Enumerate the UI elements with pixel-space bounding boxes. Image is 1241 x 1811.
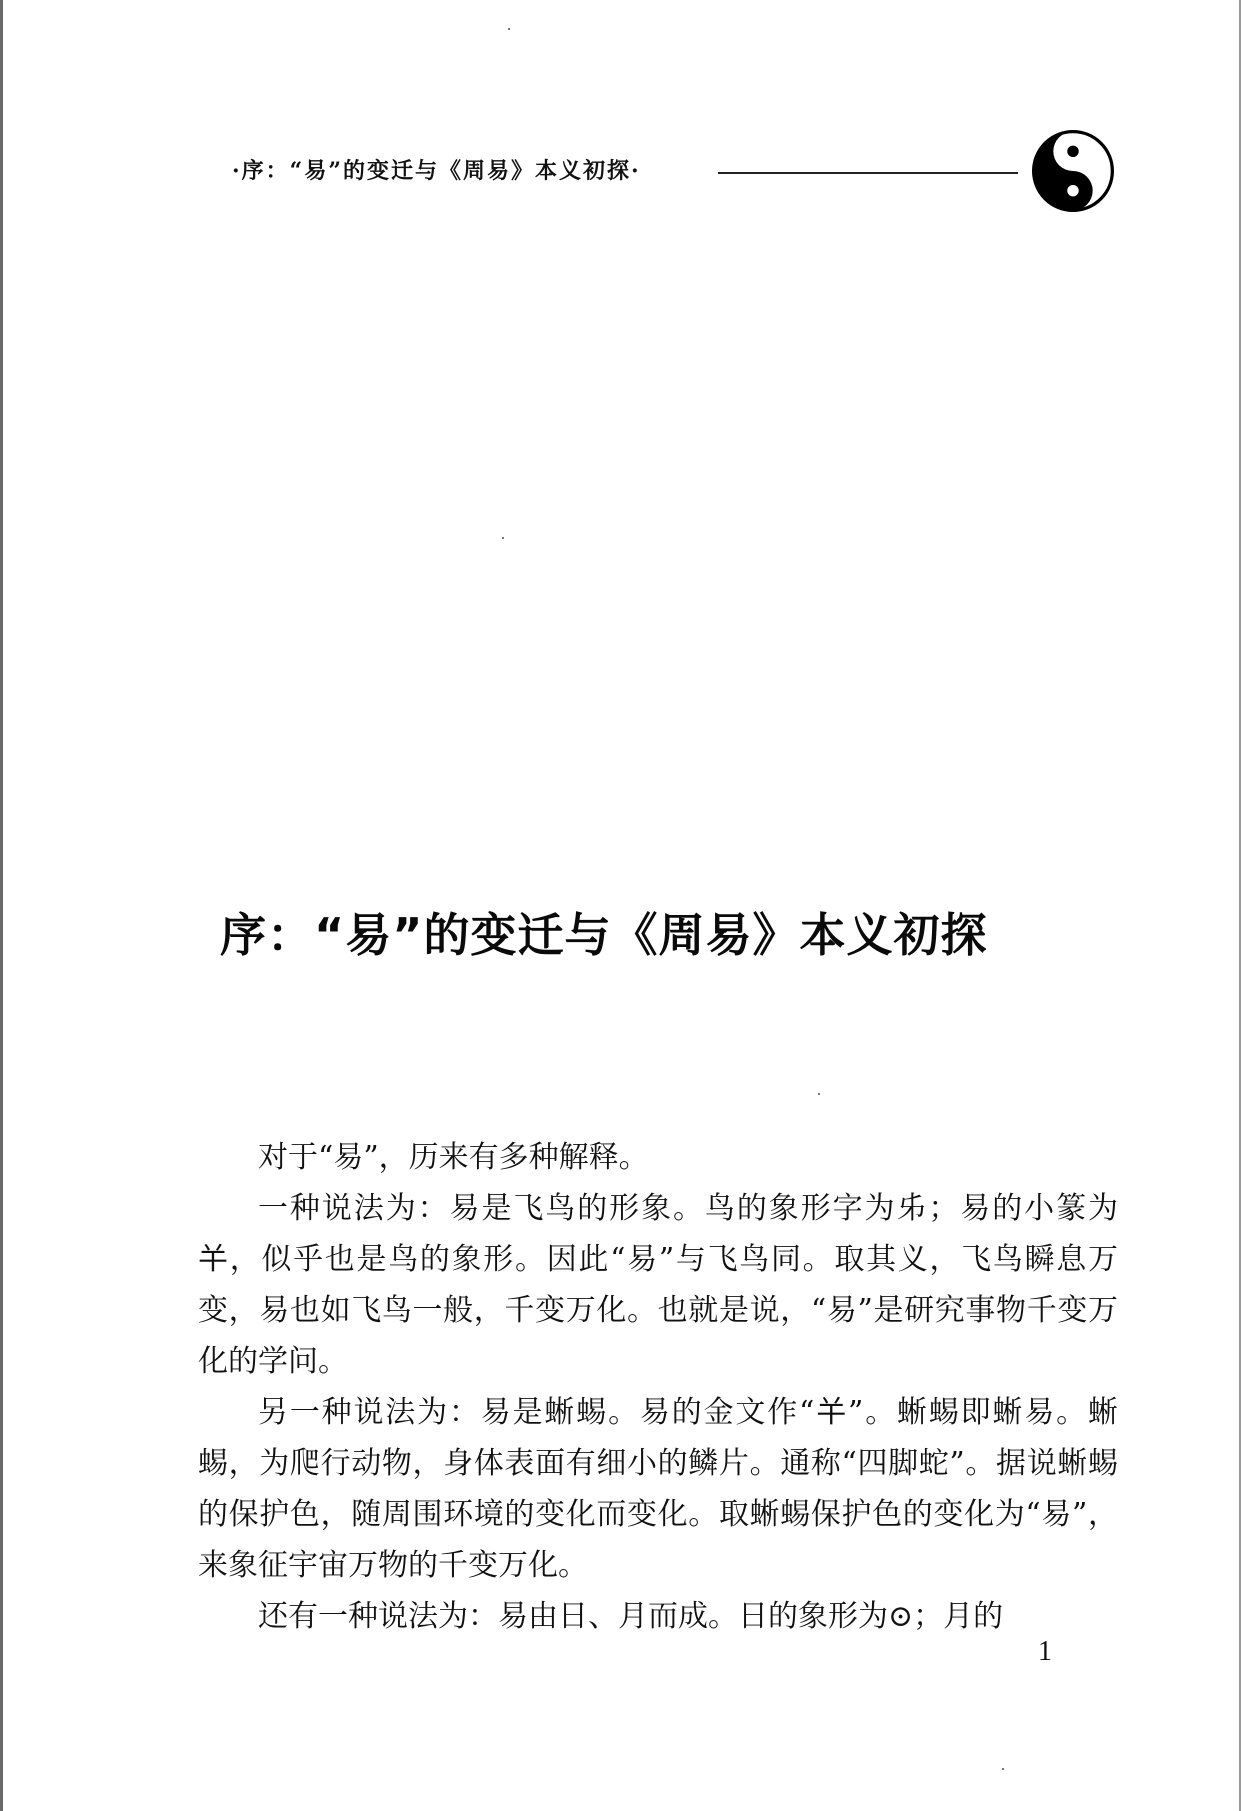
paragraph: 另一种说法为：易是蜥蜴。易的金文作“𢆉”。蜥蜴即蜥易。蜥蜴，为爬行动物，身体表面有细小的鳞片。通称“四脚蛇”。据说蜥蜴的保护色，随周围环境的变化而变化。取蜥蜴保护色的变化为“易”，来象征宇宙万物的千变万化。	[198, 1395, 1118, 1583]
scan-speck	[502, 537, 504, 539]
header-rule	[718, 172, 1018, 174]
running-header: ·序：“易”的变迁与《周易》本义初探·	[232, 158, 641, 184]
page-number: 1	[1038, 1636, 1052, 1667]
paragraph: 还有一种说法为：易由日、月而成。日的象形为⊙；月的	[258, 1599, 1004, 1634]
paragraph: 一种说法为：易是飞鸟的形象。鸟的象形字为𠂔；易的小篆为𢆉，似乎也是鸟的象形。因此“易”与飞鸟同。取其义，飞鸟瞬息万变，易也如飞鸟一般，千变万化。也就是说，“易”是研究事物千变万化的学问。	[198, 1191, 1118, 1379]
yin-yang-icon	[1032, 130, 1114, 212]
scan-speck	[818, 1093, 820, 1095]
body-text	[198, 1132, 1118, 1642]
scan-speck	[1002, 1768, 1004, 1770]
scan-speck	[508, 28, 510, 30]
page-edge	[0, 0, 3, 1811]
paragraph: 对于“易”，历来有多种解释。	[258, 1140, 649, 1175]
chapter-title: 序：“易”的变迁与《周易》本义初探	[220, 907, 988, 962]
